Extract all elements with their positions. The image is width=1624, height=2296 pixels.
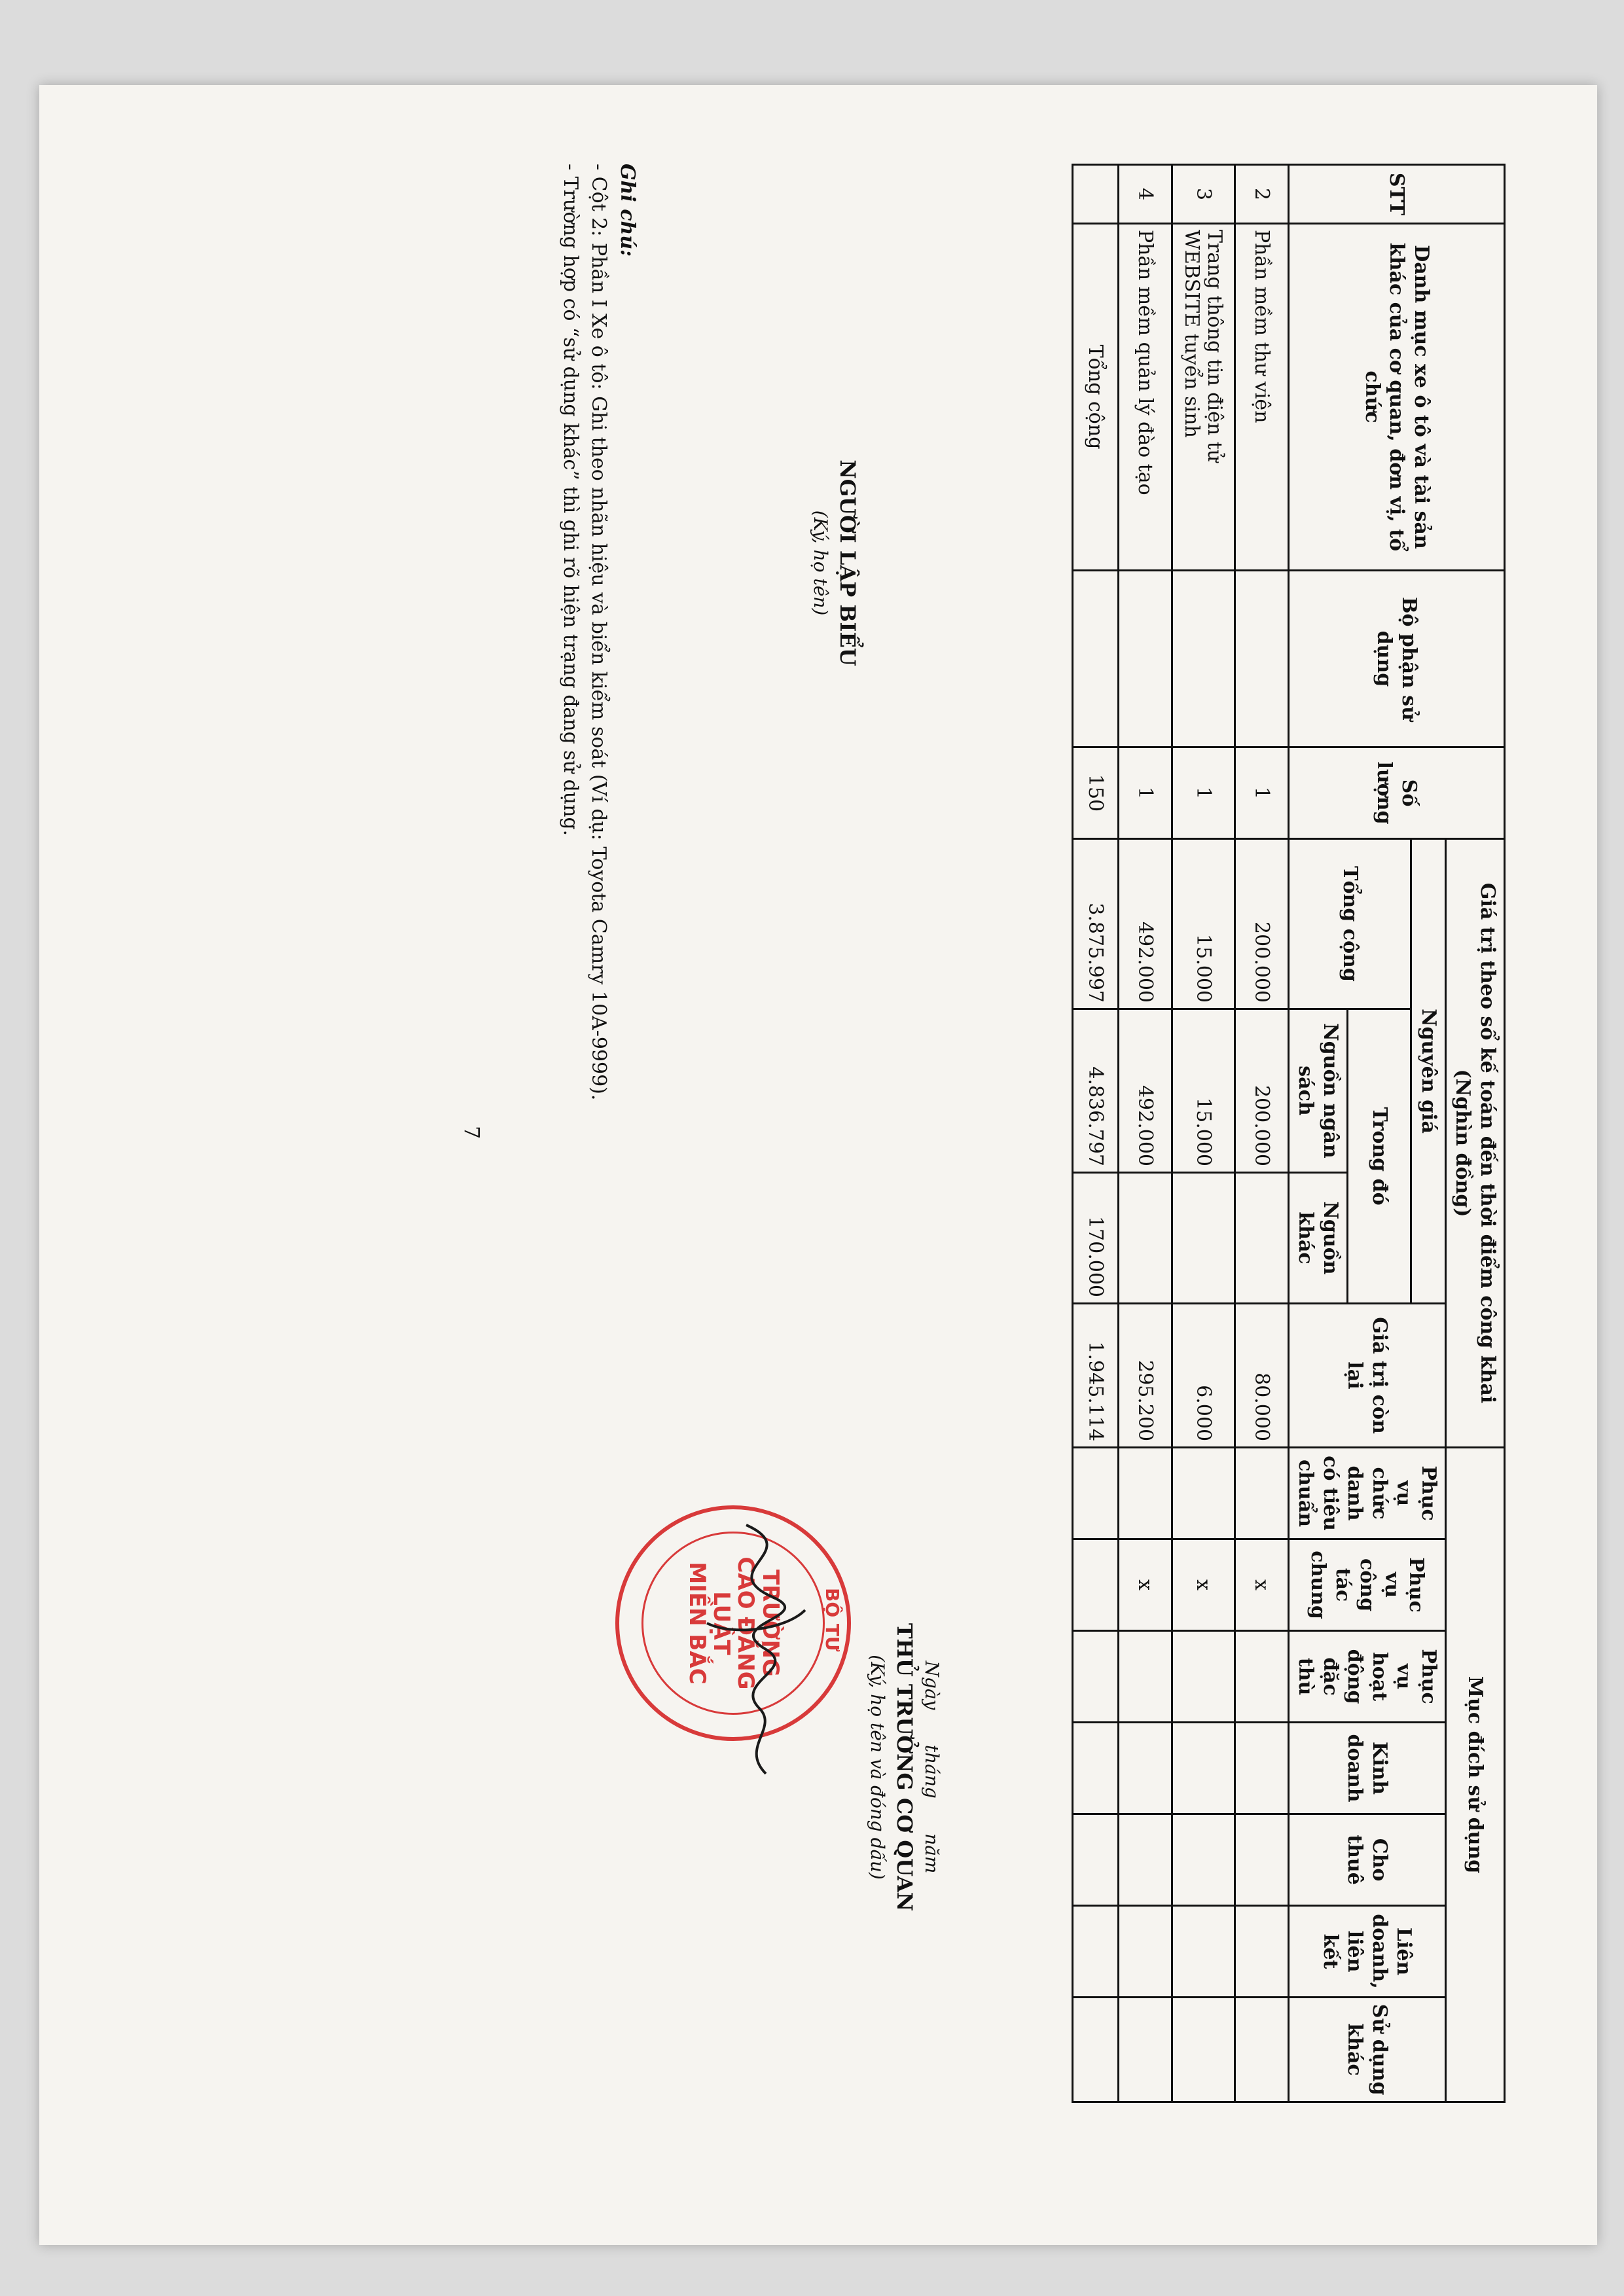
handwritten-signature — [694, 1512, 844, 1787]
cell-purpose-3 — [1073, 1631, 1119, 1723]
seal-line: MIỀN BẮC — [683, 1562, 710, 1685]
cell-purpose-2: x — [1119, 1539, 1172, 1631]
cell-total: 200.000 — [1235, 839, 1289, 1009]
col-budget: Nguồn ngân sách — [1289, 1009, 1348, 1173]
cell-dept — [1172, 571, 1235, 747]
total-budget: 4.836.797 — [1073, 1009, 1119, 1173]
cell-purpose-4 — [1073, 1723, 1119, 1814]
cell-purpose-7 — [1235, 1998, 1289, 2102]
cell-purpose-1 — [1235, 1448, 1289, 1539]
preparer-signature-block — [810, 334, 864, 792]
seal-line: CAO ĐẲNG — [732, 1556, 759, 1690]
col-purpose-2: Phục vụ công tác chung — [1289, 1539, 1446, 1631]
seal-ring-text: BỘ TƯ — [821, 1588, 843, 1652]
col-purpose-7: Sử dụng khác — [1289, 1998, 1446, 2102]
total-label: Tổng cộng — [1073, 224, 1119, 571]
col-value-group: Giá trị theo sổ kế toán đến thời điểm công khai (Nghìn đồng) — [1446, 839, 1505, 1448]
total-row — [1073, 165, 1119, 2102]
note-item: - Trường hợp có “sử dụng khác” thì ghi rõ hiện trạng đang sử dụng. — [559, 164, 582, 836]
col-purpose-3: Phục vụ hoạt động đặc thù — [1289, 1631, 1446, 1723]
col-category: Danh mục xe ô tô và tài sản khác của cơ quan, đơn vị, tổ chức — [1289, 224, 1505, 571]
cell-stt: 2 — [1235, 165, 1289, 224]
col-quantity: Số lượng — [1289, 747, 1505, 839]
cell-stt: 3 — [1172, 165, 1235, 224]
cell-dept — [1073, 571, 1119, 747]
cell-other — [1235, 1173, 1289, 1304]
total-qty: 150 — [1073, 747, 1119, 839]
cell-qty: 1 — [1235, 747, 1289, 839]
cell-purpose-1 — [1119, 1448, 1172, 1539]
cell-stt — [1073, 165, 1119, 224]
cell-purpose-5 — [1235, 1814, 1289, 1906]
col-purpose-1: Phục vụ chức danh có tiêu chuẩn — [1289, 1448, 1446, 1539]
cell-purpose-6 — [1073, 1906, 1119, 1998]
cell-dept — [1235, 571, 1289, 747]
page-number: 7 — [460, 1126, 484, 1139]
cell-purpose-5 — [1119, 1814, 1172, 1906]
cell-remaining: 6.000 — [1172, 1304, 1235, 1448]
col-original-price: Nguyên giá — [1411, 839, 1446, 1304]
head-subtitle: (Ký, họ tên và đóng dấu) — [867, 1655, 888, 1880]
cell-purpose-7 — [1119, 1998, 1172, 2102]
cell-qty: 1 — [1172, 747, 1235, 839]
col-of-which: Trong đó — [1348, 1009, 1412, 1304]
note-item: - Cột 2: Phần I Xe ô tô: Ghi theo nhãn hiệu và biển kiểm soát (Ví dụ: Toyota Camry 10A-9999). — [587, 164, 611, 1101]
cell-purpose-2: x — [1235, 1539, 1289, 1631]
cell-purpose-4 — [1172, 1723, 1235, 1814]
cell-stt: 4 — [1119, 165, 1172, 224]
cell-budget: 15.000 — [1172, 1009, 1235, 1173]
asset-table — [1072, 164, 1506, 2103]
cell-name: Phần mềm quản lý đào tạo — [1119, 224, 1172, 571]
seal-line: LUẬT — [708, 1591, 734, 1655]
cell-other — [1119, 1173, 1172, 1304]
col-stt: STT — [1289, 165, 1505, 224]
table-row — [1119, 165, 1172, 2102]
cell-purpose-6 — [1172, 1906, 1235, 1998]
col-department: Bộ phận sử dụng — [1289, 571, 1505, 747]
cell-remaining: 80.000 — [1235, 1304, 1289, 1448]
cell-purpose-7 — [1172, 1998, 1235, 2102]
head-signature-block — [867, 1473, 943, 2062]
col-purpose-group: Mục đích sử dụng — [1446, 1448, 1505, 2102]
table-row — [1235, 165, 1289, 2102]
cell-budget: 492.000 — [1119, 1009, 1172, 1173]
cell-purpose-1 — [1172, 1448, 1235, 1539]
total-total: 3.875.997 — [1073, 839, 1119, 1009]
total-remaining: 1.945.114 — [1073, 1304, 1119, 1448]
notes-heading: Ghi chú: — [616, 164, 639, 257]
cell-purpose-6 — [1119, 1906, 1172, 1998]
cell-purpose-3 — [1119, 1631, 1172, 1723]
cell-purpose-4 — [1235, 1723, 1289, 1814]
cell-purpose-3 — [1172, 1631, 1235, 1723]
col-other-source: Nguồn khác — [1289, 1173, 1348, 1304]
cell-purpose-6 — [1235, 1906, 1289, 1998]
cell-budget: 200.000 — [1235, 1009, 1289, 1173]
cell-dept — [1119, 571, 1172, 747]
cell-remaining: 295.200 — [1119, 1304, 1172, 1448]
date-line: Ngày tháng năm — [921, 1660, 943, 1874]
cell-purpose-7 — [1073, 1998, 1119, 2102]
cell-purpose-1 — [1073, 1448, 1119, 1539]
preparer-subtitle: (Ký, họ tên) — [810, 510, 831, 616]
col-purpose-6: Liên doanh, liên kết — [1289, 1906, 1446, 1998]
header-row-1 — [1446, 165, 1505, 2102]
cell-purpose-2 — [1073, 1539, 1119, 1631]
notes-section — [556, 164, 642, 1100]
cell-name: Phần mềm thư viện — [1235, 224, 1289, 571]
cell-purpose-5 — [1073, 1814, 1119, 1906]
cell-qty: 1 — [1119, 747, 1172, 839]
cell-name: Trang thông tin điện tử WEBSITE tuyển sinh — [1172, 224, 1235, 571]
seal-line: TRƯỜNG — [757, 1570, 784, 1677]
col-purpose-4: Kinh doanh — [1289, 1723, 1446, 1814]
cell-purpose-4 — [1119, 1723, 1172, 1814]
table-row — [1172, 165, 1235, 2102]
total-other: 170.000 — [1073, 1173, 1119, 1304]
head-title: THỦ TRƯỞNG CƠ QUAN — [892, 1623, 917, 1912]
cell-total: 492.000 — [1119, 839, 1172, 1009]
col-remaining: Giá trị còn lại — [1289, 1304, 1446, 1448]
cell-total: 15.000 — [1172, 839, 1235, 1009]
cell-purpose-3 — [1235, 1631, 1289, 1723]
cell-purpose-2: x — [1172, 1539, 1235, 1631]
cell-purpose-5 — [1172, 1814, 1235, 1906]
rotated-document-content — [393, 164, 1506, 2127]
cell-other — [1172, 1173, 1235, 1304]
preparer-title: NGƯỜI LẬP BIỂU — [835, 459, 860, 666]
col-purpose-5: Cho thuê — [1289, 1814, 1446, 1906]
col-total: Tổng cộng — [1289, 839, 1412, 1009]
